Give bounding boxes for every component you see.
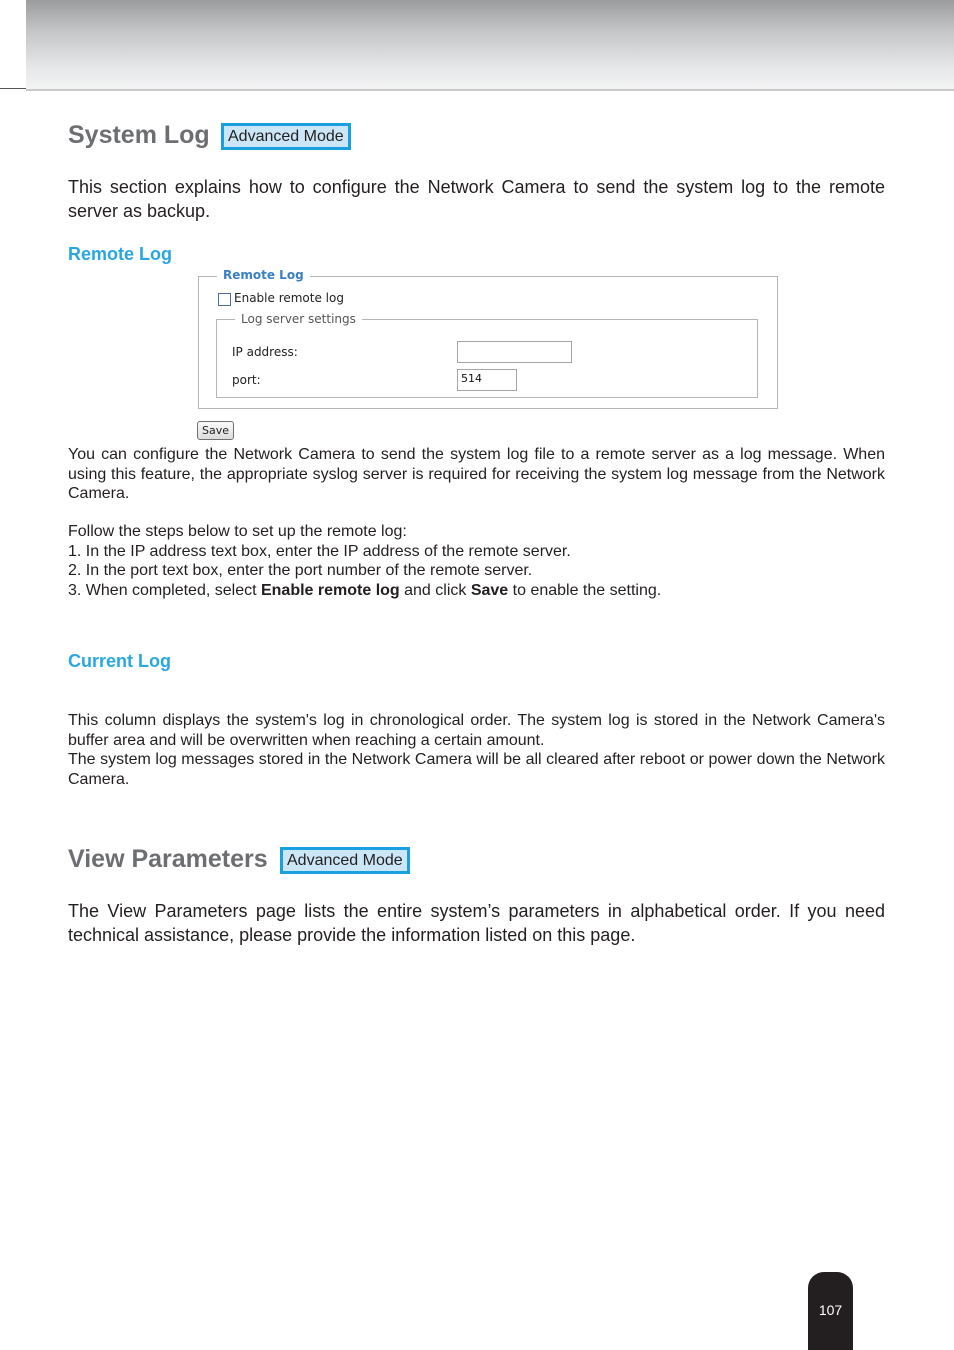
current-log-desc-2: The system log messages stored in the Network Camera will be all cleared after reboot or power down the Network Camera. (68, 751, 885, 788)
step-1: 1. In the IP address text box, enter the IP address of the remote server. (68, 542, 571, 560)
header-corner-line (0, 88, 26, 89)
ip-address-label: IP address: (232, 345, 298, 359)
step-3-post: to enable the setting. (508, 581, 662, 599)
enable-remote-log-checkbox[interactable] (218, 293, 231, 306)
steps-intro: Follow the steps below to set up the remote log: (68, 523, 407, 540)
system-log-advanced-mode-badge: Advanced Mode (221, 123, 351, 150)
enable-remote-log-label: Enable remote log (234, 291, 344, 305)
step-2: 2. In the port text box, enter the port number of the remote server. (68, 562, 533, 579)
port-label: port: (232, 373, 261, 387)
step-3 (68, 581, 885, 601)
port-input[interactable]: 514 (457, 369, 517, 391)
current-log-desc-1: This column displays the system's log in chronological order. The system log is stored in the Network Camera's buffer area and will be overwritten when reaching a certain amount. (68, 712, 885, 749)
view-parameters-title: View Parameters (68, 845, 268, 873)
step-3-save: Save (470, 581, 509, 599)
view-parameters-description (68, 899, 885, 947)
page-number: 107 (818, 1302, 843, 1318)
current-log-description (68, 711, 885, 789)
header-divider (0, 89, 954, 91)
header-band (0, 0, 954, 90)
step-3-enable-remote-log: Enable remote log (260, 581, 400, 599)
remote-log-description (68, 445, 885, 504)
log-server-legend: Log server settings (235, 312, 362, 326)
remote-log-steps (68, 522, 885, 600)
remote-log-heading: Remote Log (68, 244, 173, 264)
step-3-mid: and click (399, 581, 471, 599)
remote-log-legend: Remote Log (217, 268, 310, 282)
system-log-intro-text: This section explains how to configure the Network Camera to send the system log to the remote server as backup. (68, 177, 885, 221)
ip-address-input[interactable] (457, 341, 572, 363)
view-parameters-advanced-mode-badge: Advanced Mode (280, 847, 410, 874)
header-corner (0, 0, 26, 92)
view-parameters-desc-text: The View Parameters page lists the entire system’s parameters in alphabetical order. If you need technical assistance, please provide the information listed on this page. (68, 901, 885, 945)
system-log-title: System Log (68, 121, 210, 149)
step-3-pre: 3. When completed, select (68, 581, 261, 599)
save-button[interactable]: Save (197, 421, 234, 440)
current-log-heading: Current Log (68, 651, 171, 671)
system-log-intro (68, 175, 885, 223)
remote-log-desc-text: You can configure the Network Camera to send the system log file to a remote server as a log message. When using this feature, the appropriate syslog server is required for receiving the system log message from the Network Camera. (68, 446, 885, 502)
